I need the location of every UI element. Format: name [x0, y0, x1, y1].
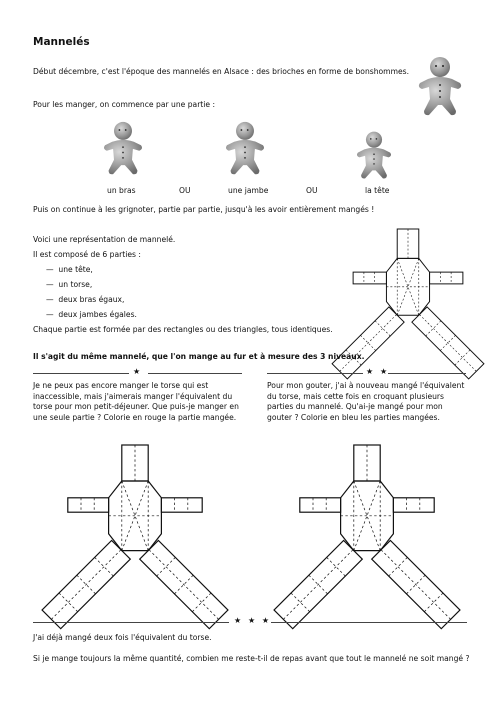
choice-head: la tête — [365, 186, 390, 195]
description-line-2: Il est composé de 6 parties : — [33, 250, 141, 259]
separator-line — [148, 373, 242, 374]
manele-photo-large — [420, 55, 460, 117]
separator-line — [267, 373, 363, 374]
part-item: — une tête, — [46, 265, 93, 274]
page-title: Mannelés — [33, 36, 90, 48]
description-line-1: Voici une représentation de mannelé. — [33, 235, 176, 244]
separator-line — [33, 622, 229, 623]
part-item: — deux bras égaux, — [46, 295, 125, 304]
choice-or-1: OU — [179, 186, 191, 195]
manele-photo-leg — [227, 120, 263, 176]
intro-line-1: Début décembre, c'est l'époque des mannelés en Alsace : des brioches en forme de bonshommes. — [33, 67, 410, 76]
separator-line — [388, 373, 466, 374]
manele-photo-head — [356, 130, 392, 180]
level-3-line-2: Si je mange toujours la même quantité, combien me reste-t-il de repas avant que tout le mannelé ne soit mangé ? — [33, 654, 470, 663]
level-3-line-1: J'ai déjà mangé deux fois l'équivalent du torse. — [33, 633, 212, 642]
intro-line-2: Pour les manger, on commence par une partie : — [33, 100, 216, 109]
part-item: — deux jambes égales. — [46, 310, 137, 319]
part-item: — un torse, — [46, 280, 93, 289]
level-2-stars: ★ ★ — [366, 367, 390, 376]
manele-diagram-level-2 — [367, 445, 368, 446]
level-1-text: Je ne peux pas encore manger le torse qui est inaccessible, mais j'aimerais manger l'équivalent du torse pour mon petit-déjeuner. Que puis-je manger en une seule partie ? Colorie en rouge la partie mangée. — [33, 381, 239, 422]
description-bold: Il s'agit du même mannelé, que l'on mange au fur et à mesure des 3 niveaux. — [33, 352, 365, 361]
manele-diagram-level-1 — [135, 445, 136, 446]
manele-photo-arm — [105, 120, 141, 176]
level-1-stars: ★ — [133, 367, 143, 376]
manele-diagram-reference — [408, 229, 409, 230]
level-2-text: Pour mon gouter, j'ai à nouveau mangé l'équivalent du torse, mais cette fois en croquant plusieurs parties du mannelé. Qu'ai-je mangé pour mon gouter ? Colorie en bleu les parties mangées. — [267, 381, 465, 422]
choice-arm: un bras — [107, 186, 136, 195]
separator-line — [271, 622, 467, 623]
description-line-3: Chaque partie est formée par des rectangles ou des triangles, tous identiques. — [33, 325, 333, 334]
intro-line-3: Puis on continue à les grignoter, partie par partie, jusqu'à les avoir entièrement mangés ! — [33, 205, 375, 214]
level-3-stars: ★ ★ ★ — [234, 616, 272, 625]
choice-leg: une jambe — [228, 186, 269, 195]
separator-line — [33, 373, 129, 374]
choice-or-2: OU — [306, 186, 318, 195]
